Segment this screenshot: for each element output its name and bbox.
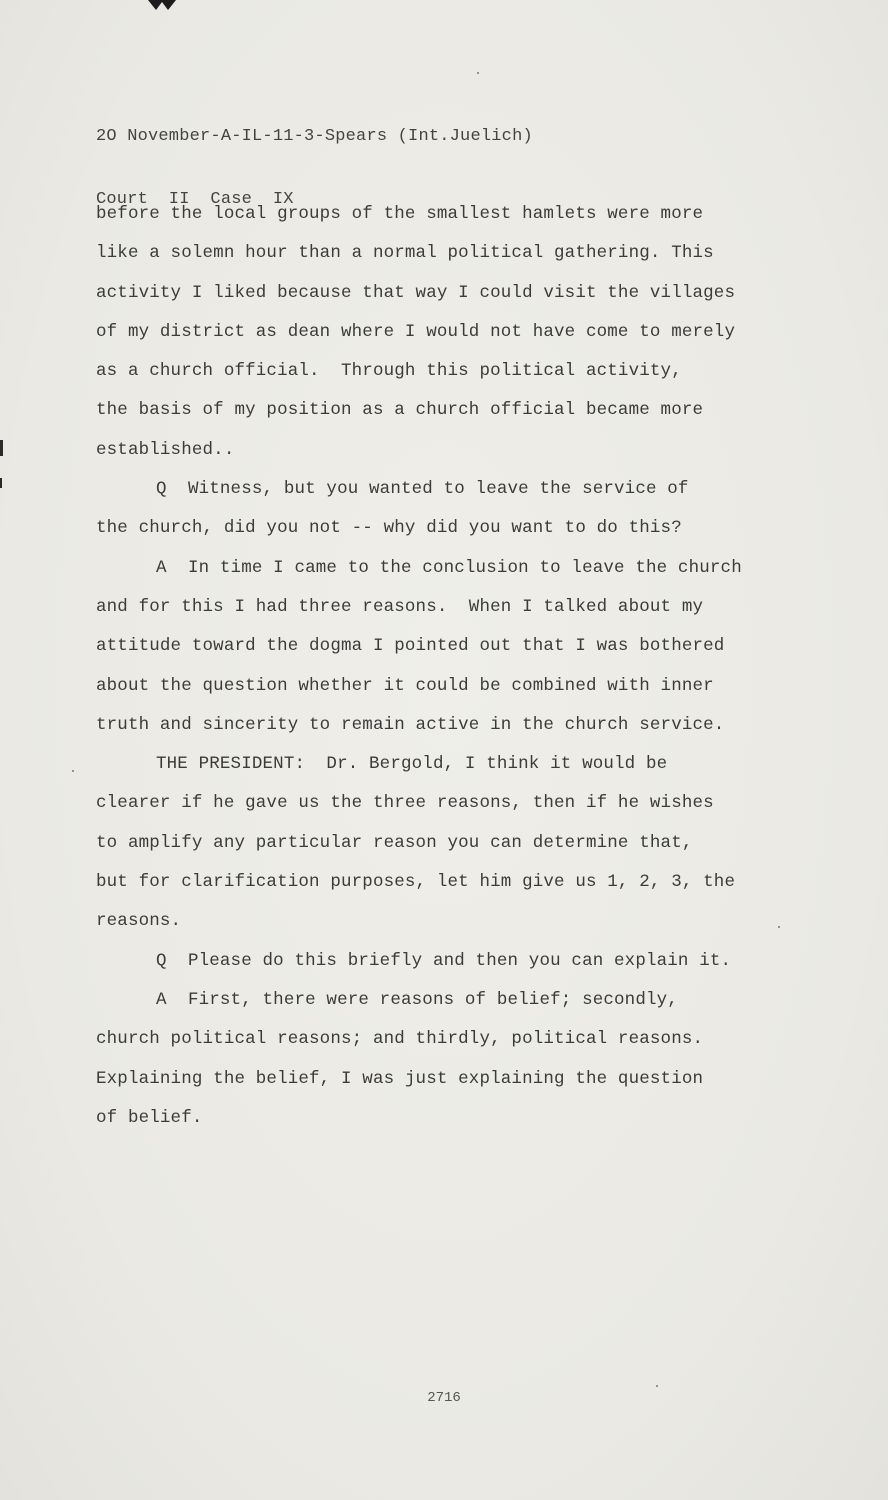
- body-line: of my district as dean where I would not have come to merely: [96, 321, 736, 342]
- answer-line: A First, there were reasons of belief; secondly,: [156, 989, 678, 1010]
- paper-speck: [477, 72, 479, 74]
- body-line: and for this I had three reasons. When I talked about my: [96, 596, 704, 617]
- body-line: the basis of my position as a church official became more: [96, 400, 704, 421]
- body-line: like a solemn hour than a normal political gathering. This: [96, 243, 714, 264]
- body-line: truth and sincerity to remain active in the church service.: [96, 714, 725, 735]
- body-line: to amplify any particular reason you can determine that,: [96, 832, 693, 853]
- body-line: the church, did you not -- why did you want to do this?: [96, 518, 682, 539]
- edge-mark-2: [0, 478, 2, 488]
- paper-speck: [72, 770, 74, 772]
- body-line: Explaining the belief, I was just explaining the question: [96, 1068, 704, 1089]
- body-line: as a church official. Through this political activity,: [96, 361, 682, 382]
- body-line: reasons.: [96, 911, 182, 932]
- page-number: 2716: [427, 1390, 461, 1406]
- body-line: church political reasons; and thirdly, political reasons.: [96, 1029, 704, 1050]
- paper-speck: [656, 1385, 658, 1387]
- body-line: clearer if he gave us the three reasons, then if he wishes: [96, 793, 714, 814]
- body-line: about the question whether it could be combined with inner: [96, 675, 714, 696]
- staple-mark: [146, 0, 188, 14]
- question-line: Q Witness, but you wanted to leave the service of: [156, 479, 689, 500]
- transcript-body: [96, 195, 796, 1138]
- president-line: THE PRESIDENT: Dr. Bergold, I think it would be: [156, 754, 668, 775]
- paper-speck: [778, 926, 780, 928]
- body-line: established..: [96, 439, 235, 460]
- edge-mark-1: [0, 440, 3, 456]
- header-line-1: 2O November-A-IL-11-3-Spears (Int.Juelich): [96, 127, 533, 146]
- body-line: before the local groups of the smallest hamlets were more: [96, 204, 704, 224]
- body-line: activity I liked because that way I could visit the villages: [96, 282, 736, 303]
- answer-line: A In time I came to the conclusion to leave the church: [156, 557, 742, 578]
- body-line: of belief.: [96, 1107, 203, 1128]
- body-line: attitude toward the dogma I pointed out that I was bothered: [96, 636, 725, 657]
- header-line-2: Court II Case IX: [96, 190, 294, 209]
- question-line: Q Please do this briefly and then you can explain it.: [156, 950, 732, 971]
- body-line: but for clarification purposes, let him give us 1, 2, 3, the: [96, 872, 736, 893]
